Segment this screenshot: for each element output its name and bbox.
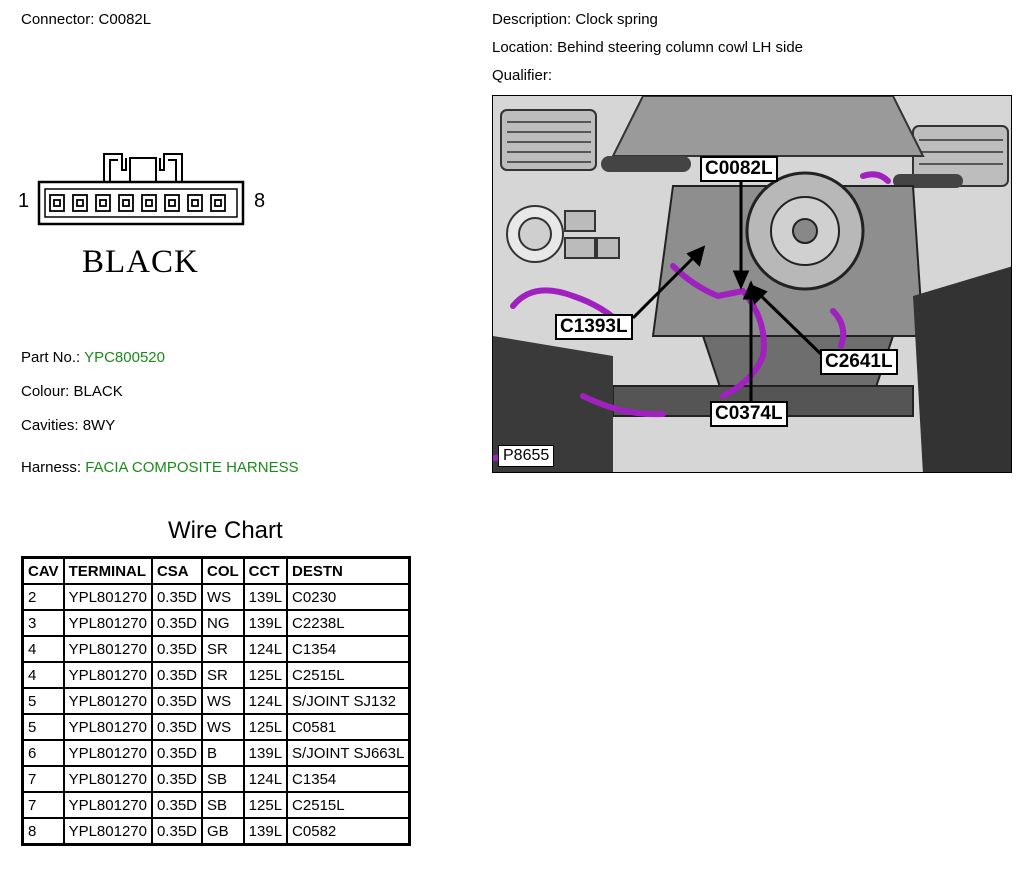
cell-csa: 0.35D	[152, 610, 202, 636]
cell-col: NG	[202, 610, 244, 636]
connector-colour-label: BLACK	[82, 244, 199, 280]
column-header-col: COL	[202, 558, 244, 585]
connector-face-diagram	[18, 148, 278, 288]
cell-cct: 125L	[244, 714, 287, 740]
table-row	[23, 636, 410, 662]
cell-col: SR	[202, 636, 244, 662]
cell-cct: 125L	[244, 662, 287, 688]
cell-cav: 6	[23, 740, 64, 766]
cell-destn: C2515L	[287, 662, 410, 688]
table-row	[23, 714, 410, 740]
cell-terminal: YPL801270	[64, 740, 152, 766]
cell-csa: 0.35D	[152, 766, 202, 792]
cell-col: WS	[202, 584, 244, 610]
location-value: Behind steering column cowl LH side	[557, 39, 804, 56]
cell-csa: 0.35D	[152, 662, 202, 688]
cavities-label: Cavities:	[21, 417, 79, 434]
cavities-row	[21, 417, 115, 434]
column-header-csa: CSA	[152, 558, 202, 585]
cell-csa: 0.35D	[152, 714, 202, 740]
table-row	[23, 688, 410, 714]
cell-col: B	[202, 740, 244, 766]
description-row	[492, 11, 658, 28]
cell-terminal: YPL801270	[64, 818, 152, 845]
cell-cct: 124L	[244, 688, 287, 714]
cell-terminal: YPL801270	[64, 714, 152, 740]
cell-csa: 0.35D	[152, 792, 202, 818]
pin-number-last: 8	[254, 190, 266, 212]
connector-value: C0082L	[98, 11, 152, 28]
cell-terminal: YPL801270	[64, 792, 152, 818]
description-label: Description:	[492, 11, 572, 28]
cell-cav: 4	[23, 636, 64, 662]
cell-terminal: YPL801270	[64, 688, 152, 714]
cavities-value: 8WY	[82, 417, 116, 434]
cell-col: WS	[202, 714, 244, 740]
cell-cav: 2	[23, 584, 64, 610]
cell-cav: 7	[23, 766, 64, 792]
cell-destn: C2515L	[287, 792, 410, 818]
harness-link[interactable]: FACIA COMPOSITE HARNESS	[85, 459, 299, 476]
cell-destn: C0581	[287, 714, 410, 740]
connector-label: Connector:	[21, 11, 95, 28]
callout-c0082l: C0082L	[700, 156, 778, 182]
cell-cav: 4	[23, 662, 64, 688]
cell-col: GB	[202, 818, 244, 845]
connector-heading	[21, 11, 151, 28]
cell-col: SB	[202, 766, 244, 792]
part-number-link[interactable]: YPC800520	[84, 349, 165, 366]
cell-terminal: YPL801270	[64, 584, 152, 610]
cell-destn: C0582	[287, 818, 410, 845]
cell-cct: 125L	[244, 792, 287, 818]
column-header-cav: CAV	[23, 558, 64, 585]
harness-label: Harness:	[21, 459, 82, 476]
part-number-row	[21, 349, 165, 366]
table-row	[23, 662, 410, 688]
location-photo	[492, 95, 1012, 473]
cell-terminal: YPL801270	[64, 636, 152, 662]
cell-destn: C1354	[287, 766, 410, 792]
cell-csa: 0.35D	[152, 584, 202, 610]
cell-csa: 0.35D	[152, 740, 202, 766]
column-header-cct: CCT	[244, 558, 287, 585]
cell-cav: 7	[23, 792, 64, 818]
wire-chart-title: Wire Chart	[168, 517, 283, 544]
column-header-terminal: TERMINAL	[64, 558, 152, 585]
cell-cct: 124L	[244, 766, 287, 792]
cell-col: SR	[202, 662, 244, 688]
colour-label: Colour:	[21, 383, 70, 400]
cell-destn: C2238L	[287, 610, 410, 636]
cell-destn: S/JOINT SJ663L	[287, 740, 410, 766]
table-row	[23, 818, 410, 845]
colour-value: BLACK	[73, 383, 123, 400]
cell-destn: C1354	[287, 636, 410, 662]
cell-terminal: YPL801270	[64, 662, 152, 688]
cell-destn: S/JOINT SJ132	[287, 688, 410, 714]
cell-terminal: YPL801270	[64, 766, 152, 792]
pin-number-first: 1	[18, 190, 30, 212]
qualifier-label: Qualifier:	[492, 67, 553, 84]
description-value: Clock spring	[575, 11, 658, 28]
cell-cav: 3	[23, 610, 64, 636]
callout-c2641l: C2641L	[820, 349, 898, 375]
table-row	[23, 584, 410, 610]
cell-csa: 0.35D	[152, 818, 202, 845]
cell-cct: 139L	[244, 740, 287, 766]
figure-id: P8655	[498, 445, 554, 467]
cell-destn: C0230	[287, 584, 410, 610]
location-label: Location:	[492, 39, 553, 56]
cell-cct: 139L	[244, 818, 287, 845]
table-row	[23, 740, 410, 766]
cell-col: WS	[202, 688, 244, 714]
cell-cav: 5	[23, 688, 64, 714]
harness-row	[21, 459, 299, 476]
cell-cct: 139L	[244, 584, 287, 610]
cell-csa: 0.35D	[152, 688, 202, 714]
part-number-label: Part No.:	[21, 349, 81, 366]
table-row	[23, 610, 410, 636]
column-header-destn: DESTN	[287, 558, 410, 585]
callout-c1393l: C1393L	[555, 314, 633, 340]
cell-terminal: YPL801270	[64, 610, 152, 636]
wire-chart-table	[21, 556, 411, 846]
table-row	[23, 792, 410, 818]
qualifier-row	[492, 67, 552, 84]
location-row	[492, 39, 803, 56]
callout-c0374l: C0374L	[710, 401, 788, 427]
cell-csa: 0.35D	[152, 636, 202, 662]
cell-col: SB	[202, 792, 244, 818]
cell-cct: 139L	[244, 610, 287, 636]
colour-row	[21, 383, 123, 400]
connector-outline	[36, 148, 276, 238]
cell-cav: 8	[23, 818, 64, 845]
cell-cct: 124L	[244, 636, 287, 662]
cell-cav: 5	[23, 714, 64, 740]
table-row	[23, 766, 410, 792]
table-header-row	[23, 558, 410, 585]
